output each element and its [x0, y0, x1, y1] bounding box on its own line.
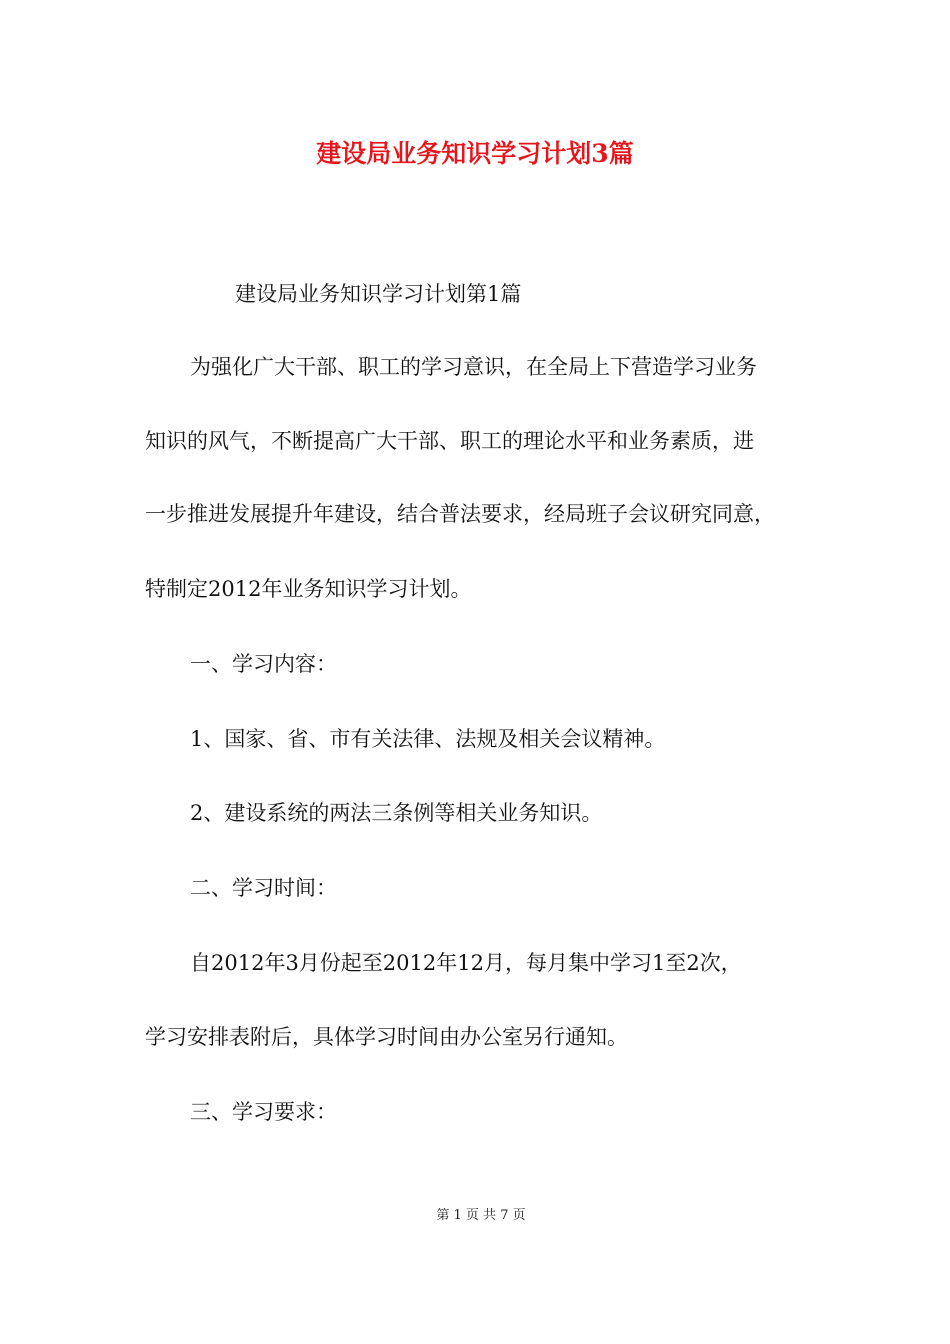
- section-subtitle: 建设局业务知识学习计划第1篇: [235, 282, 522, 306]
- section-heading-requirements: 三、学习要求：: [190, 1100, 337, 1124]
- paragraph-line: 学习安排表附后，具体学习时间由办公室另行通知。: [145, 1025, 628, 1049]
- list-item: 2、建设系统的两法三条例等相关业务知识。: [190, 801, 603, 825]
- paragraph-line: 特制定2012年业务知识学习计划。: [145, 577, 472, 601]
- page-footer: 第 1 页 共 7 页: [436, 1208, 526, 1223]
- paragraph-line: 知识的风气，不断提高广大干部、职工的理论水平和业务素质，进: [145, 429, 754, 453]
- paragraph-line: 一步推进发展提升年建设，结合普法要求，经局班子会议研究同意，: [145, 502, 775, 526]
- paragraph-line: 为强化广大干部、职工的学习意识，在全局上下营造学习业务: [190, 355, 757, 379]
- section-heading-time: 二、学习时间：: [190, 876, 337, 900]
- section-heading-content: 一、学习内容：: [190, 652, 337, 676]
- paragraph-line: 自2012年3月份起至2012年12月，每月集中学习1至2次，: [190, 951, 742, 975]
- list-item: 1、国家、省、市有关法律、法规及相关会议精神。: [190, 727, 666, 751]
- document-title: 建设局业务知识学习计划3篇: [316, 139, 634, 168]
